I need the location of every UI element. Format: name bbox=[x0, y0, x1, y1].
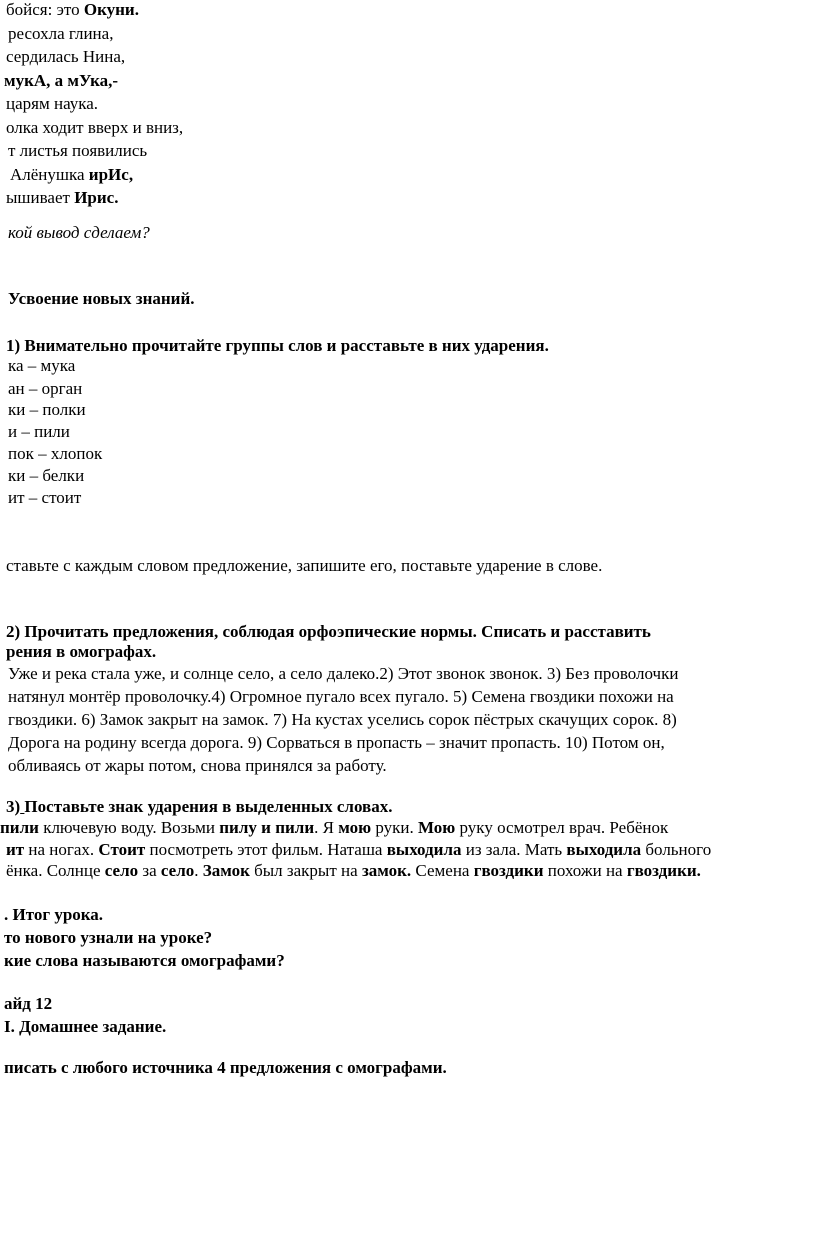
text-run: больного bbox=[641, 840, 712, 859]
bold-text-run: гвоздики bbox=[473, 861, 544, 880]
summary-question-1: то нового узнали на уроке? bbox=[4, 928, 213, 947]
text-run: Семена bbox=[411, 861, 474, 880]
bold-text-run: село bbox=[160, 861, 195, 880]
text-run: ёнка. Солнце bbox=[6, 861, 105, 880]
conclusion-question: кой вывод сделаем? bbox=[8, 223, 150, 242]
homework-heading: I. Домашнее задание. bbox=[4, 1017, 167, 1036]
task3-number: 3) bbox=[6, 797, 21, 816]
bold-text-run: Стоит bbox=[98, 840, 146, 859]
bold-text-run: выходила bbox=[386, 840, 462, 859]
word-pair: и – пили bbox=[8, 422, 70, 441]
bold-text-run: выходила bbox=[566, 840, 642, 859]
text-run: олка ходит вверх и вниз, bbox=[6, 118, 184, 137]
text-run: ресохла глина, bbox=[8, 24, 114, 43]
task2-heading-line2: рения в омографах. bbox=[6, 642, 157, 661]
word-pair: ки – полки bbox=[8, 400, 86, 419]
text-run: т листья появились bbox=[8, 141, 148, 160]
bold-text-run: Окуни. bbox=[83, 0, 139, 19]
bold-text-run: Мою bbox=[417, 818, 456, 837]
poem-line bbox=[6, 188, 118, 208]
task2-text-line: Уже и река стала уже, и солнце село, а село далеко.2) Этот звонок звонок. 3) Без проволочки bbox=[8, 664, 679, 683]
text-run: царям наука. bbox=[6, 94, 99, 113]
bold-text-run: Ирис. bbox=[74, 188, 119, 207]
task3-heading bbox=[6, 797, 392, 817]
task2-text-line: гвоздики. 6) Замок закрыт на замок. 7) На кустах уселись сорок пёстрых скачущих сорок. 8) bbox=[8, 710, 677, 729]
poem-line bbox=[6, 47, 125, 67]
task3-text-line bbox=[6, 840, 711, 860]
bold-text-run: мою bbox=[338, 818, 372, 837]
poem-line bbox=[6, 0, 139, 20]
word-pair: ка – мука bbox=[8, 356, 76, 375]
task2-text-line: обливаясь от жары потом, снова принялся за работу. bbox=[8, 756, 387, 775]
task1-heading: 1) Внимательно прочитайте группы слов и расставьте в них ударения. bbox=[6, 336, 549, 355]
bold-text-run: ит bbox=[6, 840, 25, 859]
text-run: за bbox=[138, 861, 161, 880]
task2-text-line: Дорога на родину всегда дорога. 9) Сорваться в пропасть – значит пропасть. 10) Потом он, bbox=[8, 733, 665, 752]
text-run: похожи на bbox=[543, 861, 627, 880]
text-run: руку осмотрел врач. Ребёнок bbox=[455, 818, 669, 837]
word-pair: ки – белки bbox=[8, 466, 85, 485]
poem-line bbox=[6, 118, 183, 138]
task2-text-line: натянул монтёр проволочку.4) Огромное пугало всех пугало. 5) Семена гвоздики похожи на bbox=[8, 687, 674, 706]
text-run: ышивает bbox=[6, 188, 75, 207]
poem-line bbox=[6, 94, 98, 114]
text-run: бойся: это bbox=[6, 0, 84, 19]
section-heading-new-knowledge: Усвоение новых знаний. bbox=[8, 289, 195, 308]
task2-heading-line1: 2) Прочитать предложения, соблюдая орфоэпические нормы. Списать и расставить bbox=[6, 622, 651, 641]
poem-line bbox=[10, 165, 133, 185]
bold-text-run: пили bbox=[0, 818, 39, 837]
task3-text-line bbox=[0, 818, 668, 838]
text-run: сердилась Нина, bbox=[6, 47, 126, 66]
bold-text-run: ирИс, bbox=[88, 165, 134, 184]
word-pair: ит – стоит bbox=[8, 488, 82, 507]
text-run: посмотреть этот фильм. Наташа bbox=[145, 840, 387, 859]
task3-text-line bbox=[6, 861, 701, 881]
poem-line bbox=[8, 24, 113, 44]
poem-line bbox=[4, 71, 118, 91]
homework-task: писать с любого источника 4 предложения с омографами. bbox=[4, 1058, 447, 1077]
word-pair: пок – хлопок bbox=[8, 444, 103, 463]
bold-text-run: замок. bbox=[361, 861, 412, 880]
summary-heading: . Итог урока. bbox=[4, 905, 104, 924]
bold-text-run: пилу и пили bbox=[219, 818, 315, 837]
text-run: руки. bbox=[371, 818, 418, 837]
summary-question-2: кие слова называются омографами? bbox=[4, 951, 285, 970]
bold-text-run: мукА, а мУка,- bbox=[4, 71, 119, 90]
text-run: ключевую воду. Возьми bbox=[38, 818, 220, 837]
task3-heading-text: Поставьте знак ударения в выделенных словах. bbox=[24, 797, 393, 816]
text-run: на ногах. bbox=[24, 840, 99, 859]
bold-text-run: Замок bbox=[202, 861, 250, 880]
task1-instruction: ставьте с каждым словом предложение, запишите его, поставьте ударение в слове. bbox=[6, 556, 603, 575]
text-run: был закрыт на bbox=[249, 861, 362, 880]
text-run: Алёнушка bbox=[10, 165, 89, 184]
bold-text-run: село bbox=[104, 861, 139, 880]
text-run: . bbox=[194, 861, 203, 880]
text-run: . Я bbox=[314, 818, 339, 837]
word-pair: ан – орган bbox=[8, 379, 83, 398]
slide-label: айд 12 bbox=[4, 994, 53, 1013]
bold-text-run: гвоздики. bbox=[626, 861, 701, 880]
poem-line bbox=[8, 141, 147, 161]
text-run: из зала. Мать bbox=[461, 840, 567, 859]
